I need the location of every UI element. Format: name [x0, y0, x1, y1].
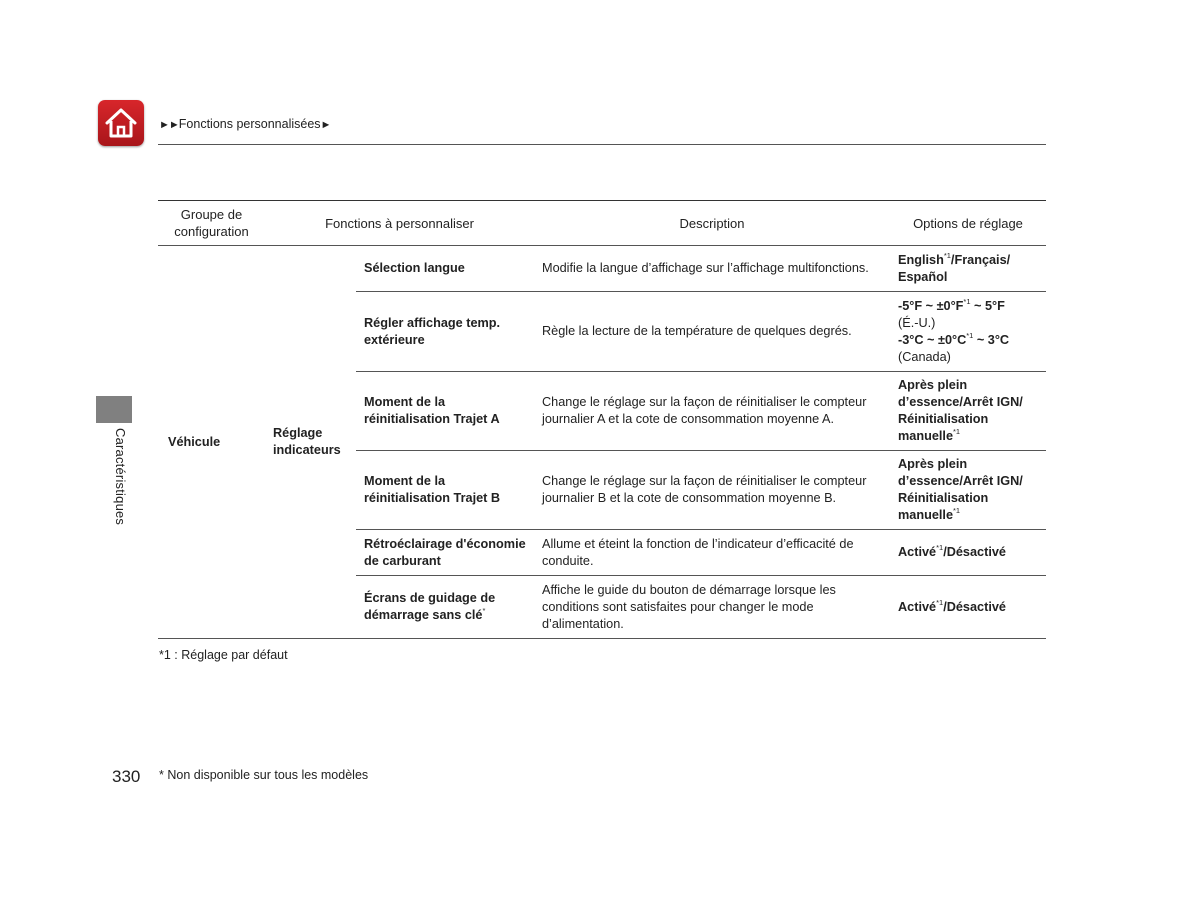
options-cell: [890, 246, 1046, 292]
description-cell: Affiche le guide du bouton de démarrage lorsque les conditions sont satisfaites pour changer le mode d’alimentation.: [534, 576, 890, 639]
page-number: 330: [112, 767, 141, 786]
function-cell: Rétroéclairage d'économie de carburant: [356, 530, 534, 576]
function-cell: Moment de la réinitialisation Trajet A: [356, 372, 534, 451]
option-text: -3°C ~ ±0°C: [898, 332, 967, 347]
function-label: Écrans de guidage de démarrage sans clé: [364, 591, 496, 622]
table-row: [158, 246, 1046, 292]
default-marker: *1: [943, 250, 951, 260]
group-cell: Véhicule: [158, 246, 265, 639]
header-group: Groupe de configuration: [158, 201, 265, 246]
availability-marker: *: [482, 606, 486, 615]
description-cell: Règle la lecture de la température de quelques degrés.: [534, 292, 890, 372]
home-icon: [104, 107, 138, 139]
option-text: English: [898, 252, 944, 267]
header-functions: Fonctions à personnaliser: [265, 201, 534, 246]
subgroup-cell: Réglage indicateurs: [265, 246, 356, 639]
function-cell: Régler affichage temp. extérieure: [356, 292, 534, 372]
option-text: /Désactivé: [943, 545, 1006, 559]
option-text: Español: [898, 269, 948, 284]
header-options: Options de réglage: [890, 201, 1046, 246]
header-description: Description: [534, 201, 890, 246]
region-note: (Canada): [898, 349, 951, 364]
option-text: Après plein d’essence/Arrêt IGN/ Réinitialisation manuelle: [898, 378, 1023, 443]
function-cell: [356, 576, 534, 639]
breadcrumb[interactable]: [159, 117, 330, 131]
availability-note: * Non disponible sur tous les modèles: [159, 768, 369, 782]
default-marker: *1: [936, 597, 944, 607]
options-cell: [890, 292, 1046, 372]
options-cell: [890, 372, 1046, 451]
section-tab-marker: [96, 396, 132, 423]
default-marker: *1: [953, 427, 961, 436]
option-text: /Français/: [950, 252, 1011, 267]
header-rule: [158, 144, 1046, 145]
home-button[interactable]: [98, 100, 144, 146]
settings-table: [158, 200, 1046, 639]
function-cell: Moment de la réinitialisation Trajet B: [356, 451, 534, 530]
default-footnote: *1 : Réglage par défaut: [159, 648, 288, 662]
option-text: ~ 5°F: [970, 298, 1005, 313]
options-cell: [890, 530, 1046, 576]
function-cell: Sélection langue: [356, 246, 534, 292]
breadcrumb-end-arrow-icon: ►: [320, 119, 331, 131]
option-text: Après plein d’essence/Arrêt IGN/ Réinitialisation manuelle: [898, 457, 1023, 522]
default-marker: *1: [963, 296, 971, 306]
section-tab-label: Caractéristiques: [113, 428, 128, 526]
description-cell: Change le réglage sur la façon de réinitialiser le compteur journalier B et la cote de consommation moyenne B.: [534, 451, 890, 530]
options-cell: [890, 576, 1046, 639]
description-cell: Modifie la langue d’affichage sur l’affichage multifonctions.: [534, 246, 890, 292]
option-text: ~ 3°C: [973, 332, 1010, 347]
option-text: Activé: [898, 599, 937, 614]
option-text: /Désactivé: [943, 599, 1006, 614]
option-text: -5°F ~ ±0°F: [898, 298, 964, 313]
description-cell: Change le réglage sur la façon de réinitialiser le compteur journalier A et la cote de consommation moyenne A.: [534, 372, 890, 451]
description-cell: Allume et éteint la fonction de l’indicateur d’efficacité de conduite.: [534, 530, 890, 576]
default-marker: *1: [966, 330, 974, 340]
region-note: (É.-U.): [898, 315, 936, 330]
default-marker: *1: [953, 506, 961, 515]
options-cell: [890, 451, 1046, 530]
breadcrumb-label[interactable]: Fonctions personnalisées: [178, 117, 321, 131]
table-header-row: [158, 201, 1046, 246]
breadcrumb-arrows-icon: ►►: [159, 119, 179, 131]
default-marker: *1: [936, 543, 944, 552]
option-text: Activé: [898, 545, 937, 559]
